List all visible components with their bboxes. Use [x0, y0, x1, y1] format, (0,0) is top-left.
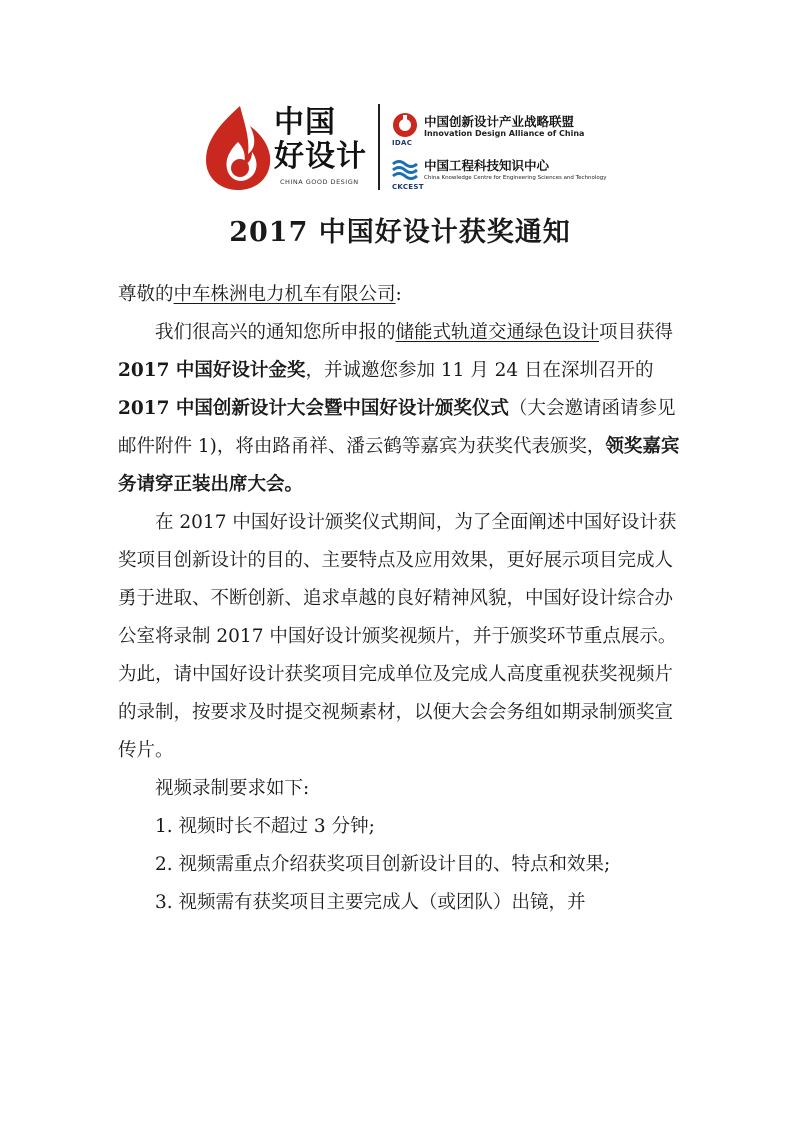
- para1-text2: 项目获得: [599, 322, 674, 343]
- china-good-design-logo: [200, 100, 370, 195]
- idac-name-cn: 中国创新设计产业战略联盟: [424, 114, 575, 129]
- logo-divider: [378, 104, 380, 190]
- document-body: [118, 276, 683, 922]
- ckcest-name-en: China Knowledge Centre for Engineering Sciences and Technology: [424, 175, 607, 181]
- ckcest-org: [392, 156, 612, 196]
- logo-line2: 好设计: [274, 139, 367, 174]
- idac-name-en: Innovation Design Alliance of China: [424, 129, 585, 138]
- document-title: 2017 中国好设计获奖通知: [229, 217, 571, 248]
- requirements-heading: 视频录制要求如下:: [155, 778, 310, 799]
- para1-text3: ，并诚邀您参加 11 月 24 日在深圳召开的: [305, 360, 654, 381]
- salutation-suffix: :: [395, 284, 402, 305]
- header-logos: [200, 100, 610, 195]
- event-name: 2017 中国创新设计大会暨中国好设计颁奖仪式: [118, 398, 509, 419]
- paragraph-award: [118, 314, 683, 504]
- logo-english: CHINA GOOD DESIGN: [280, 178, 359, 186]
- idac-logo-icon: [392, 112, 418, 138]
- idac-org: [392, 112, 612, 152]
- requirement-item: 3. 视频需有获奖项目主要完成人（或团队）出镜，并: [155, 892, 586, 913]
- logo-text: [274, 106, 367, 174]
- requirement-item: 1. 视频时长不超过 3 分钟;: [155, 816, 375, 837]
- para1-text4: （大会邀请函请参见邮件附件 1)，将由路甬祥、潘云鹤等嘉宾为获奖代表颁奖，: [118, 398, 676, 457]
- paragraph-video: 在 2017 中国好设计颁奖仪式期间，为了全面阐述中国好设计获奖项目创新设计的目的、主要特点及应用效果，更好展示项目完成人勇于进取、不断创新、追求卓越的良好精神风貌，中国好设计综合办公室将录制 2017 中国好设计颁奖视频片，并于颁奖环节重点展示。为此，请中国好设计获奖项目完成单位及完成人高度重视获奖视频片的录制，按要求及时提交视频素材，以便大会会务组如期录制颁奖宣传片。: [118, 512, 677, 761]
- salutation-prefix: 尊敬的: [118, 284, 174, 305]
- award-name: 2017 中国好设计金奖: [118, 360, 306, 381]
- salutation: [118, 276, 683, 314]
- ckcest-logo-icon: [392, 156, 418, 182]
- requirement-item: 2. 视频需重点介绍获奖项目创新设计目的、特点和效果;: [155, 854, 611, 875]
- project-name: 储能式轨道交通绿色设计: [395, 322, 600, 343]
- dress-code: 领奖嘉宾务请穿正装出席大会。: [118, 436, 680, 495]
- ckcest-abbr: CKCEST: [392, 183, 424, 191]
- ckcest-name-cn: 中国工程科技知识中心: [424, 158, 550, 173]
- idac-abbr: IDAC: [392, 139, 413, 147]
- recipient-company: 中车株洲电力机车有限公司: [173, 284, 396, 305]
- flame-logo-icon: [200, 102, 280, 192]
- para1-text1: 我们很高兴的通知您所申报的: [155, 322, 396, 343]
- logo-line1: 中国: [274, 105, 336, 140]
